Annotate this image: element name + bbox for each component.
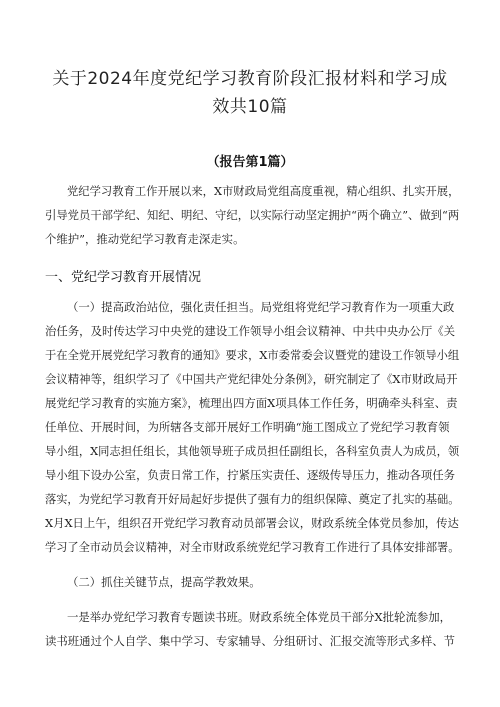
paragraph-line: （一）提高政治站位，强化责任担当。局党组将党纪学习教育作为一项重大政	[67, 300, 455, 314]
document-title-line1: 关于2024年度党纪学习教育阶段汇报材料和学习成	[52, 69, 448, 89]
document-title-line2: 效共10篇	[212, 97, 288, 117]
paragraph-line: 展党纪学习教育的实施方案》，梳理出四方面X项具体工作任务，明确牵头科室、责	[45, 396, 458, 410]
paragraph-line: 读书班通过个人自学、集中学习、专家辅导、分组研讨、汇报交流等形式多样、节	[45, 634, 456, 648]
paragraph-line: 任单位、开展时间，为所辖各支部开展好工作明确“施工图成立了党纪学习教育领	[45, 420, 450, 434]
intro-line: 引导党员干部学纪、知纪、明纪、守纪，以实际行动坚定拥护“两个确立”、做到“两	[45, 208, 460, 222]
paragraph-line: 会议精神等，组织学习了《中国共产党纪律处分条例》，研究制定了《X市财政局开	[45, 372, 458, 386]
document-subtitle: （报告第1篇）	[206, 155, 294, 170]
section-heading: 一、党纪学习教育开展情况	[45, 270, 202, 285]
intro-line: 个维护”，推动党纪学习教育走深走实。	[45, 232, 245, 246]
intro-line: 党纪学习教育工作开展以来，X市财政局党组高度重视，精心组织、扎实开展，	[67, 184, 460, 198]
paragraph-line: 于在全党开展党纪学习教育的通知》要求，X市委常委会议暨党的建设工作领导小组	[45, 348, 460, 362]
paragraph-line: 治任务，及时传达学习中央党的建设工作领导小组会议精神、中共中央办公厅《关	[45, 324, 456, 338]
paragraph-line: 导小组，X同志担任组长，其他领导班子成员担任副组长，各科室负责人为成员，领	[45, 444, 460, 458]
paragraph-line: 一是举办党纪学习教育专题读书班。财政系统全体党员干部分X批轮流参加，	[67, 610, 452, 624]
paragraph-line: X月X日上午，组织召开党纪学习教育动员部署会议，财政系统全体党员参加，传达	[45, 516, 459, 530]
paragraph-line: 学习了全市动员会议精神，对全市财政系统党纪学习教育工作进行了具体安排部署。	[45, 540, 460, 554]
paragraph-line: 落实，为党纪学习教育开好局起好步提供了强有力的组织保障、奠定了扎实的基础。	[45, 492, 460, 506]
paragraph-line: 导小组下设办公室，负责日常工作，拧紧压实责任、逐级传导压力，推动各项任务	[45, 468, 456, 482]
subsection-heading: （二）抓住关键节点，提高学教效果。	[67, 575, 261, 589]
